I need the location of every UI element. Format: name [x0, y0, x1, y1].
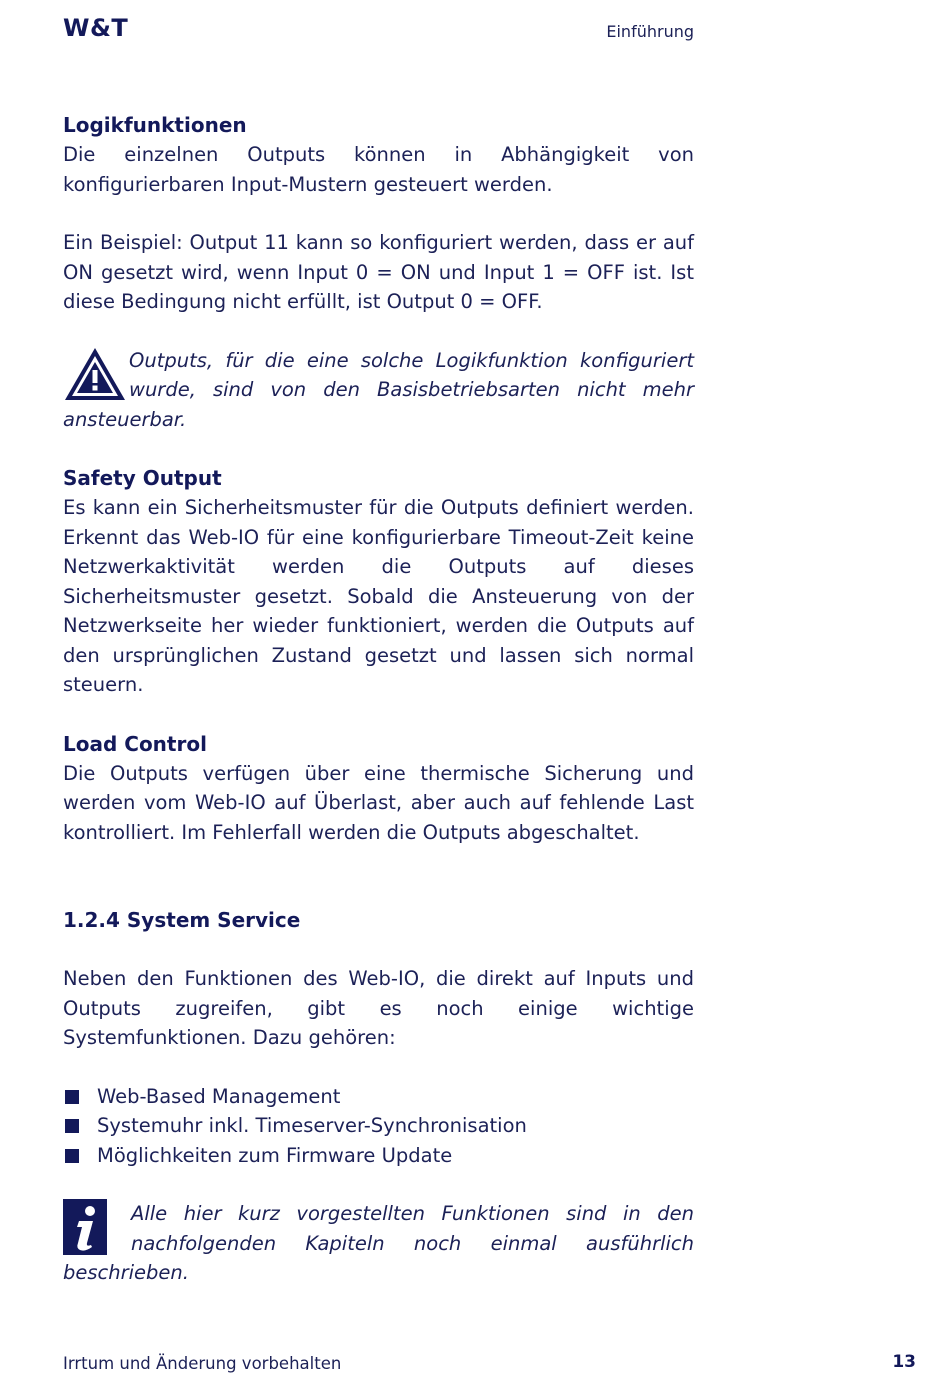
- logik-paragraph-1: Die einzelnen Outputs können in Abhängigkeit von konfigurierbaren Input-Mustern gesteuert werden.: [63, 143, 694, 196]
- square-bullet-icon: [65, 1119, 79, 1133]
- page-number: 13: [892, 1352, 916, 1372]
- square-bullet-icon: [65, 1149, 79, 1163]
- heading-load-control: Load Control: [63, 731, 207, 756]
- info-icon: [63, 1199, 107, 1255]
- list-item: Systemuhr inkl. Timeserver-Synchronisation: [63, 1111, 694, 1141]
- info-note: [63, 1199, 694, 1288]
- warning-note: [63, 346, 694, 435]
- system-function-list: [63, 1082, 694, 1171]
- list-item: Möglichkeiten zum Firmware Update: [63, 1141, 694, 1171]
- system-paragraph: Neben den Funktionen des Web-IO, die direkt auf Inputs und Outputs zugreifen, gibt es noch einige wichtige Systemfunktionen. Dazu gehören:: [63, 967, 694, 1049]
- chapter-title: Einführung: [606, 22, 694, 41]
- safety-paragraph: Es kann ein Sicherheitsmuster für die Outputs definiert werden. Erkennt das Web-IO für eine konfigurierbare Timeout-Zeit keine Netzwerkaktivität werden die Outputs auf dieses Sicherheitsmuster gesetzt. Sobald die Ansteuerung von der Netzwerkseite her wieder funktioniert, werden die Outputs auf den ursprünglichen Zustand gesetzt und lassen sich normal steuern.: [63, 496, 694, 696]
- heading-logikfunktionen: Logikfunktionen: [63, 113, 247, 137]
- logik-paragraph-2: Ein Beispiel: Output 11 kann so konfiguriert werden, dass er auf ON gesetzt wird, wenn Input 0 = ON und Input 1 = OFF ist. Ist diese Bedingung nicht erfüllt, ist Output 0 = OFF.: [63, 231, 694, 313]
- heading-system-service: 1.2.4 System Service: [63, 908, 301, 932]
- brand-logo: W&T: [63, 14, 129, 42]
- warning-text: Outputs, für die eine solche Logikfunktion konfiguriert wurde, sind von den Basisbetriebsarten nicht mehr ansteuerbar.: [63, 348, 694, 431]
- info-text: Alle hier kurz vorgestellten Funktionen sind in den nachfolgenden Kapiteln noch einmal ausführlich beschrieben.: [63, 1202, 694, 1284]
- warning-icon: [63, 346, 127, 402]
- heading-safety-output: Safety Output: [63, 466, 222, 490]
- load-paragraph: Die Outputs verfügen über eine thermische Sicherung und werden vom Web-IO auf Überlast, aber auch auf fehlende Last kontrolliert. Im Fehlerfall werden die Outputs abgeschaltet.: [63, 761, 694, 844]
- square-bullet-icon: [65, 1090, 79, 1104]
- list-item: Web-Based Management: [63, 1082, 694, 1112]
- footer-disclaimer: Irrtum und Änderung vorbehalten: [63, 1354, 342, 1373]
- page-content: [63, 110, 694, 1288]
